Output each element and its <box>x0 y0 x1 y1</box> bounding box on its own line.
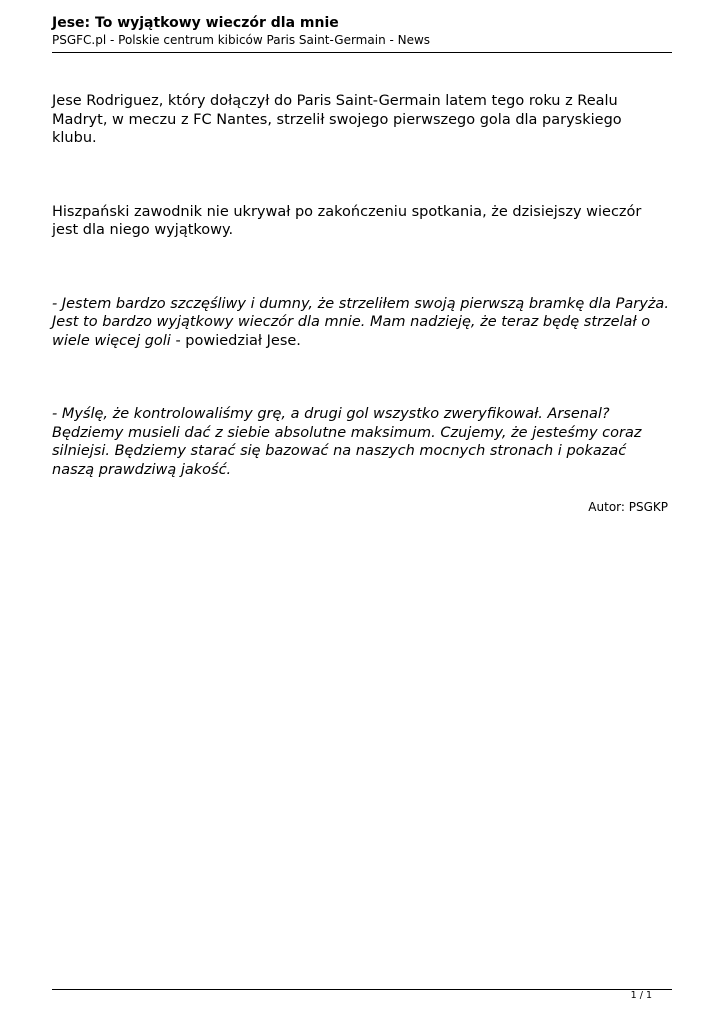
header-divider <box>52 52 672 53</box>
site-subtitle: PSGFC.pl - Polskie centrum kibiców Paris Saint-Germain - News <box>52 33 431 47</box>
page-number: 1 / 1 <box>630 990 652 1001</box>
quote-text: - Jestem bardzo szczęśliwy i dumny, że strzeliłem swoją pierwszą bramkę dla Paryża. Jest to bardzo wyjątkowy wieczór dla mnie. Mam nadzieję, że teraz będę strzelał o wiele więcej goli <box>52 295 669 349</box>
quote-attribution: - powiedział Jese. <box>170 332 301 349</box>
article-title: Jese: To wyjątkowy wieczór dla mnie <box>52 15 339 31</box>
article-body <box>52 92 670 515</box>
article-paragraph: Jese Rodriguez, który dołączył do Paris Saint-Germain latem tego roku z Realu Madryt, w meczu z FC Nantes, strzelił swojego pierwszego gola dla paryskiego klubu. <box>52 93 622 146</box>
article-paragraph: Hiszpański zawodnik nie ukrywał po zakończeniu spotkania, że dzisiejszy wieczór jest dla niego wyjątkowy. <box>52 203 642 238</box>
page-header <box>52 14 672 48</box>
article-quote-paragraph <box>52 295 670 351</box>
article-author: Autor: PSGKP <box>588 500 668 514</box>
footer-divider <box>52 989 672 990</box>
article-quote-paragraph: - Myślę, że kontrolowaliśmy grę, a drugi gol wszystko zweryfikował. Arsenal? Będziemy musieli dać z siebie absolutne maksimum. Czujemy, że jesteśmy coraz silniejsi. Będziemy starać się bazować na naszych mocnych stronach i pokazać naszą prawdziwą jakość. <box>52 406 642 478</box>
